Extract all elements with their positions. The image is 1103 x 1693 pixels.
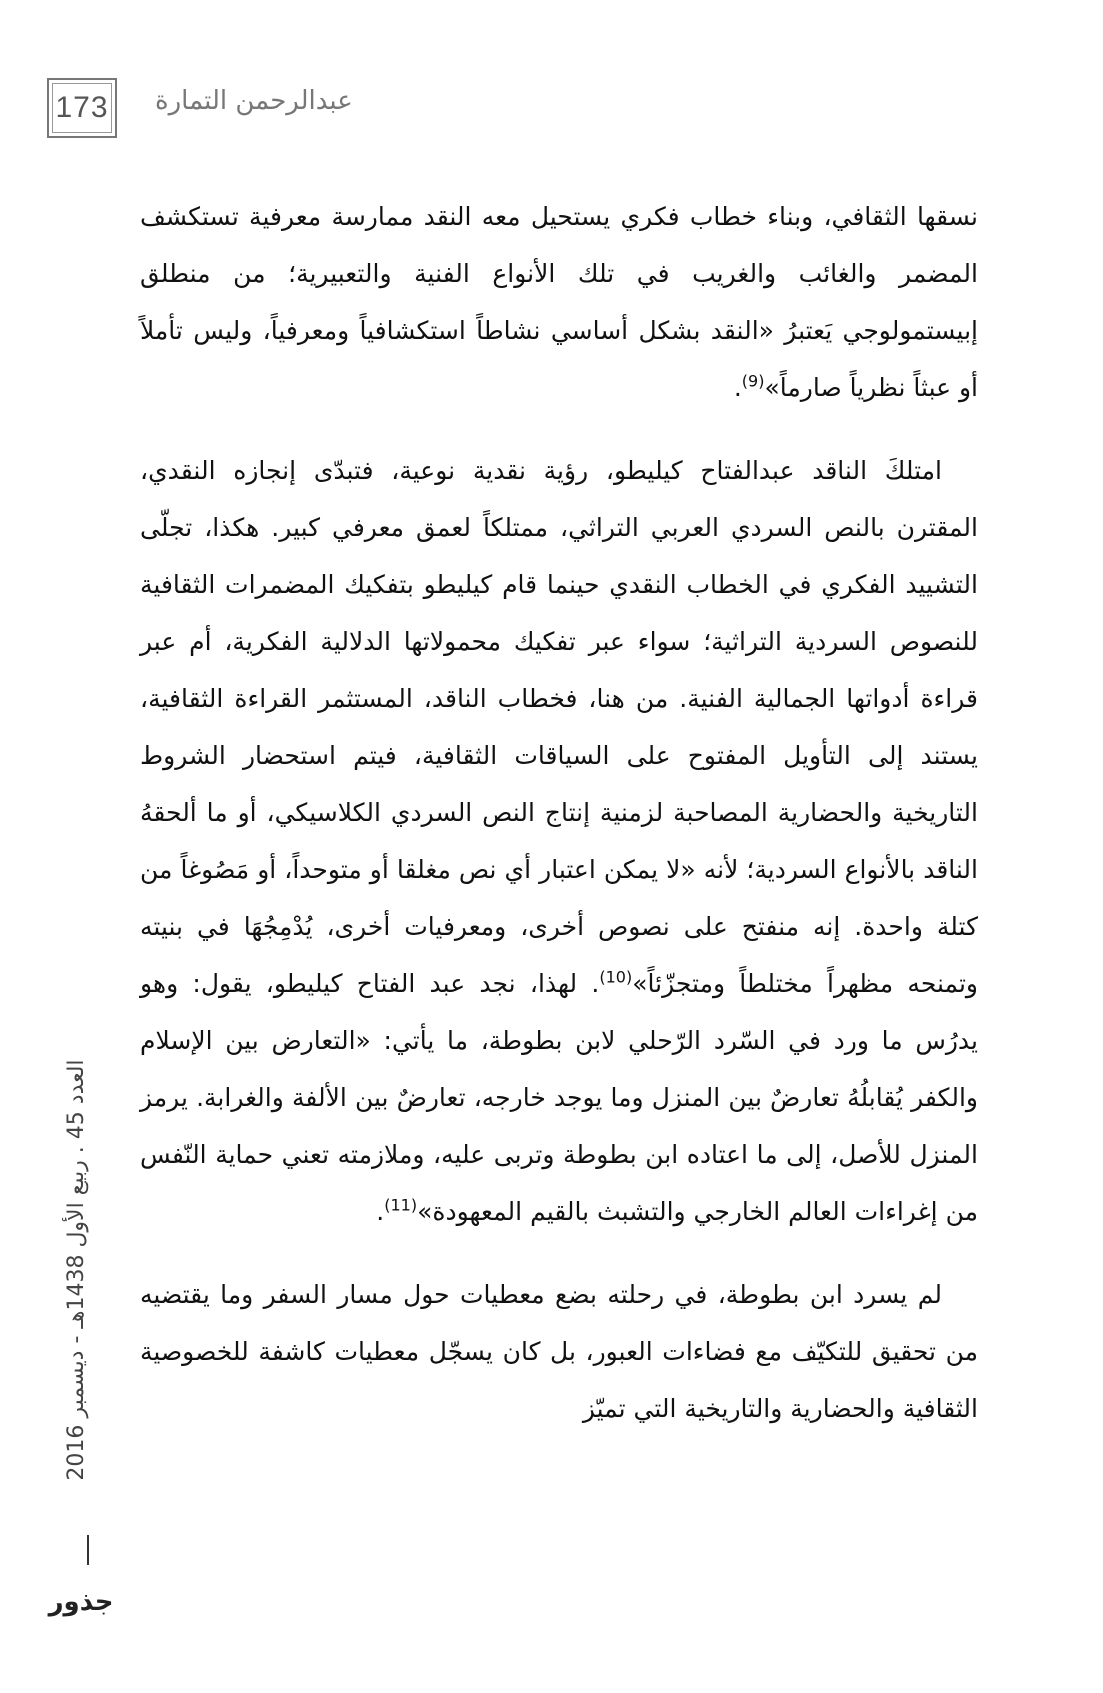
- paragraph-1-text: نسقها الثقافي، وبناء خطاب فكري يستحيل معه النقد ممارسة معرفية تستكشف المضمر والغائب والغريب في تلك الأنواع الفنية والتعبيرية؛ من منطلق إبيستمولوجي يَعتبرُ «النقد بشكل أساسي نشاطاً استكشافياً ومعرفياً، وليس تأملاً أو عبثاً نظرياً صارماً»: [140, 202, 978, 402]
- paragraph-3-text: لم يسرد ابن بطوطة، في رحلته بضع معطيات حول مسار السفر وما يقتضيه من تحقيق للتكيّف مع فضاءات العبور، بل كان يسجّل معطيات كاشفة للخصوصية الثقافية والحضارية والتاريخية التي تميّز: [140, 1280, 978, 1423]
- running-header-author: عبدالرحمن التمارة: [155, 86, 353, 116]
- paragraph-1-end: .: [733, 373, 742, 402]
- paragraph-2-text-a: امتلكَ الناقد عبدالفتاح كيليطو، رؤية نقدية نوعية، فتبدّى إنجازه النقدي، المقترن بالنص السردي العربي التراثي، ممتلكاً لعمق معرفي كبير. هكذا، تجلّى التشييد الفكري في الخطاب النقدي حينما قام كيليطو بتفكيك المضمرات الثقافية للنصوص السردية التراثية؛ سواء عبر تفكيك محمولاتها الدلالية الفكرية، أم عبر قراءة أدواتها الجمالية الفنية. من هنا، فخطاب الناقد، المستثمر القراءة الثقافية، يستند إلى التأويل المفتوح على السياقات الثقافية، فيتم استحضار الشروط التاريخية والحضارية المصاحبة لزمنية إنتاج النص السردي الكلاسيكي، أو ما ألحقهُ الناقد بالأنواع السردية؛ لأنه «لا يمكن اعتبار أي نص مغلقا أو متوحداً، أو مَصُوغاً من كتلة واحدة. إنه منفتح على نصوص أخرى، ومعرفيات أخرى، يُدْمِجُهَا في بنيته وتمنحه مظهراً مختلطاً ومتجزّئاً»: [140, 456, 978, 998]
- footnote-ref-10: (10): [599, 967, 633, 987]
- issue-sidebar: [52, 1010, 102, 1530]
- sidebar-divider: [87, 1535, 89, 1565]
- footnote-ref-11: (11): [384, 1195, 418, 1215]
- footnote-ref-9: (9): [741, 371, 765, 391]
- paragraph-2-end: .: [376, 1197, 385, 1226]
- issue-info: العدد 45 . ربيع الأول 1438هـ - ديسمبر 2016: [64, 1059, 89, 1481]
- paragraph-3: [140, 1266, 978, 1437]
- article-body: [140, 188, 978, 1437]
- paragraph-2-text-b: . لهذا، نجد عبد الفتاح كيليطو، يقول: وهو يدرُس ما ورد في السّرد الرّحلي لابن بطوطة، ما يأتي: «التعارض بين الإسلام والكفر يُقابلُهُ تعارضٌ بين المنزل وما يوجد خارجه، تعارضٌ بين الألفة والغرابة. يرمز المنزل للأصل، إلى ما اعتاده ابن بطوطة وتربى عليه، وملازمته تعني حماية النّفس من إغراءات العالم الخارجي والتشبث بالقيم المعهودة»: [140, 969, 978, 1226]
- journal-logo: جذور: [48, 1587, 114, 1617]
- paragraph-1: [140, 188, 978, 416]
- page-number: 173: [47, 78, 117, 138]
- paragraph-2: [140, 442, 978, 1240]
